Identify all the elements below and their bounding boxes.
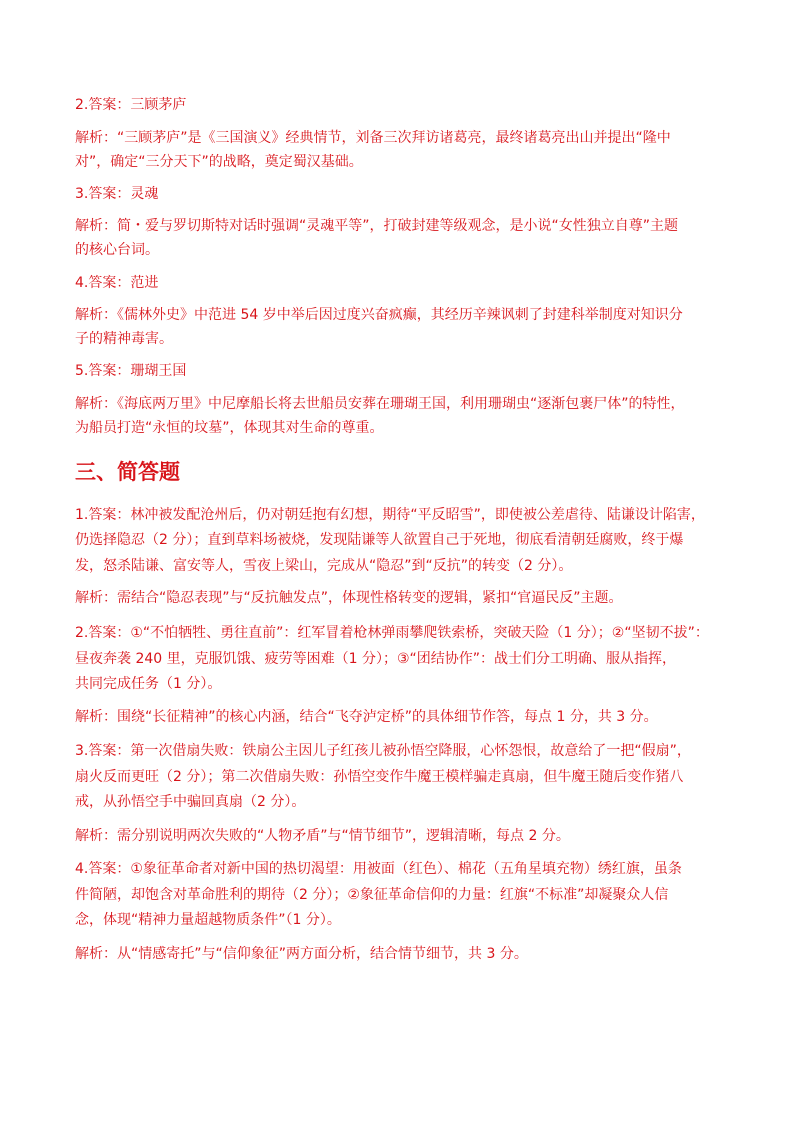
analysis-line: 解析：《海底两万里》中尼摩船长将去世船员安葬在珊瑚王国，利用珊瑚虫“逐渐包裹尸体”的特性， bbox=[75, 396, 685, 412]
analysis-line: 解析：从“情感寄托”与“信仰象征”两方面分析，结合情节细节，共 3 分。 bbox=[75, 946, 528, 962]
analysis-line: 解析：简・爱与罗切斯特对话时强调“灵魂平等”，打破封建等级观念，是小说“女性独立自尊”主题 bbox=[75, 218, 679, 234]
answer-line: 发，怒杀陆谦、富安等人，雪夜上梁山，完成从“隐忍”到“反抗”的转变（2 分）。 bbox=[75, 558, 573, 574]
analysis-line: 解析：需结合“隐忍表现”与“反抗触发点”，体现性格转变的逻辑，紧扣“官逼民反”主题。 bbox=[75, 590, 623, 606]
analysis-line: 解析：“三顾茅庐”是《三国演义》经典情节，刘备三次拜访诸葛亮，最终诸葛亮出山并提出“隆中 bbox=[75, 130, 671, 146]
analysis-line: 子的精神毒害。 bbox=[75, 331, 173, 347]
answer-line: 戒，从孙悟空手中骗回真扇（2 分）。 bbox=[75, 794, 306, 810]
answer-line: 1.答案：林冲被发配沧州后，仍对朝廷抱有幻想，期待“平反昭雪”，即使被公差虐待、陆谦设计陷害， bbox=[75, 507, 705, 523]
answer-line: 3.答案：灵魂 bbox=[75, 186, 159, 202]
answer-line: 件简陋，却饱含对革命胜利的期待（2 分）；②象征革命信仰的力量：红旗“不标准”却凝聚众人信 bbox=[75, 887, 669, 903]
answer-line: 2.答案：①“不怕牺牲、勇往直前”：红军冒着枪林弹雨攀爬铁索桥，突破天险（1 分）；②“坚韧不拔”： bbox=[75, 625, 709, 641]
analysis-line: 的核心台词。 bbox=[75, 242, 159, 258]
answer-line: 5.答案：珊瑚王国 bbox=[75, 363, 187, 379]
answer-line: 4.答案：范进 bbox=[75, 275, 159, 291]
answer-line: 昼夜奔袭 240 里，克服饥饿、疲劳等困难（1 分）；③“团结协作”：战士们分工明确、服从指挥， bbox=[75, 651, 677, 667]
answer-line: 念，体现“精神力量超越物质条件”（1 分）。 bbox=[75, 912, 341, 928]
answer-line: 2.答案：三顾茅庐 bbox=[75, 97, 187, 113]
section-heading: 三、简答题 bbox=[75, 460, 180, 484]
answer-line: 3.答案：第一次借扇失败：铁扇公主因儿子红孩儿被孙悟空降服，心怀怨恨，故意给了一把“假扇”， bbox=[75, 743, 691, 759]
analysis-line: 解析：围绕“长征精神”的核心内涵，结合“飞夺泸定桥”的具体细节作答，每点 1 分，共 3 分。 bbox=[75, 709, 658, 725]
answer-line: 扇火反而更旺（2 分）；第二次借扇失败：孙悟空变作牛魔王模样骗走真扇，但牛魔王随后变作猪八 bbox=[75, 769, 684, 785]
answer-line: 仍选择隐忍（2 分）；直到草料场被烧，发现陆谦等人欲置自己于死地，彻底看清朝廷腐败，终于爆 bbox=[75, 532, 684, 548]
analysis-line: 解析：需分别说明两次失败的“人物矛盾”与“情节细节”，逻辑清晰，每点 2 分。 bbox=[75, 828, 570, 844]
analysis-line: 对”，确定“三分天下”的战略，奠定蜀汉基础。 bbox=[75, 154, 363, 170]
answer-line: 共同完成任务（1 分）。 bbox=[75, 676, 222, 692]
analysis-line: 为船员打造“永恒的坟墓”，体现其对生命的尊重。 bbox=[75, 420, 384, 436]
answer-line: 4.答案：①象征革命者对新中国的热切渴望：用被面（红色）、棉花（五角星填充物）绣红旗，虽条 bbox=[75, 861, 682, 877]
analysis-line: 解析：《儒林外史》中范进 54 岁中举后因过度兴奋疯癫，其经历辛辣讽刺了封建科举制度对知识分 bbox=[75, 307, 683, 323]
